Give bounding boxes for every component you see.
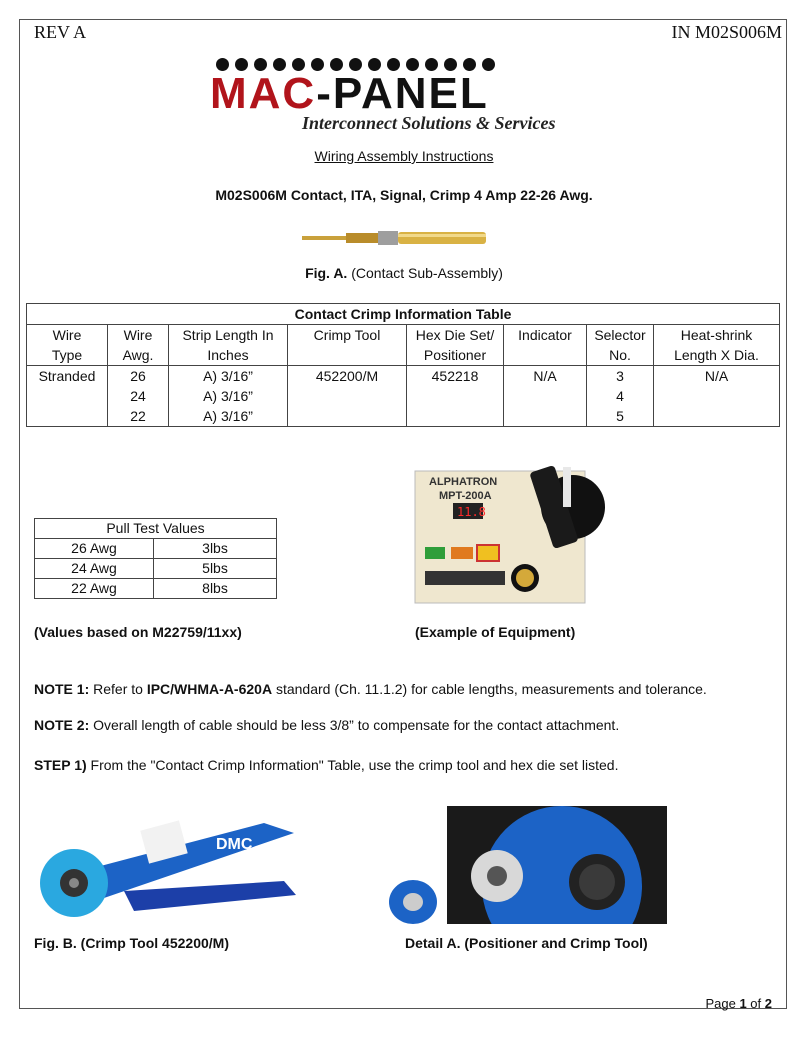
document-subtitle: M02S006M Contact, ITA, Signal, Crimp 4 Amp 22-26 Awg. <box>215 187 593 203</box>
table-row: 26 Awg 3lbs <box>35 539 277 559</box>
document-number: IN M02S006M <box>671 22 782 42</box>
crimp-tool-image <box>34 803 304 921</box>
pull-test-values-table <box>34 518 277 599</box>
logo-wordmark: MAC-PANEL <box>210 69 489 118</box>
col-wire-awg: Wire Awg. <box>108 325 169 366</box>
detail-a-caption: Detail A. (Positioner and Crimp Tool) <box>405 935 648 951</box>
mac-panel-logo <box>210 58 600 138</box>
crimp-table-title: Contact Crimp Information Table <box>27 304 780 325</box>
revision-label: REV A <box>34 22 87 42</box>
note-1: NOTE 1: Refer to IPC/WHMA-A-620A standard (Ch. 11.1.2) for cable lengths, measurements and tolerance. <box>34 681 707 697</box>
col-indicator: Indicator <box>504 325 587 366</box>
page-number: Page 1 of 2 <box>705 996 772 1011</box>
example-equipment-caption: (Example of Equipment) <box>415 624 576 640</box>
fig-b-caption: Fig. B. (Crimp Tool 452200/M) <box>34 935 229 951</box>
col-heatshrink: Heat-shrink Length X Dia. <box>654 325 780 366</box>
equipment-display: 11.8 <box>457 505 486 519</box>
values-based-caption: (Values based on M22759/11xx) <box>34 624 242 640</box>
fig-a-caption: Fig. A. (Contact Sub-Assembly) <box>305 265 503 281</box>
table-row: Stranded 26 24 22 A) 3/16” A) 3/16” A) 3/16” 452200/M 452218 N/A 3 4 5 N/A <box>27 366 780 427</box>
note-2: NOTE 2: Overall length of cable should be less 3/8” to compensate for the contact attachment. <box>34 717 620 733</box>
section-title: Wiring Assembly Instructions <box>314 148 494 164</box>
col-selector: Selector No. <box>587 325 654 366</box>
col-crimp-tool: Crimp Tool <box>288 325 407 366</box>
table-row: 24 Awg 5lbs <box>35 559 277 579</box>
pull-table-title: Pull Test Values <box>35 519 277 539</box>
col-strip-length: Strip Length In Inches <box>169 325 288 366</box>
col-hex-die: Hex Die Set/ Positioner <box>407 325 504 366</box>
alphatron-pull-tester-image <box>413 463 608 606</box>
tool-brand-label: DMC <box>216 836 253 853</box>
step-1: STEP 1) From the "Contact Crimp Information" Table, use the crimp tool and hex die set listed. <box>34 757 619 773</box>
equipment-brand: ALPHATRON <box>429 476 498 488</box>
contact-crimp-information-table <box>26 303 780 427</box>
contact-sub-assembly-image <box>300 228 490 248</box>
logo-tagline: Interconnect Solutions & Services <box>302 113 556 133</box>
positioner-crimp-tool-detail-image <box>387 806 667 924</box>
equipment-model: MPT-200A <box>439 490 492 502</box>
col-wire-type: Wire Type <box>27 325 108 366</box>
table-row: 22 Awg 8lbs <box>35 579 277 599</box>
